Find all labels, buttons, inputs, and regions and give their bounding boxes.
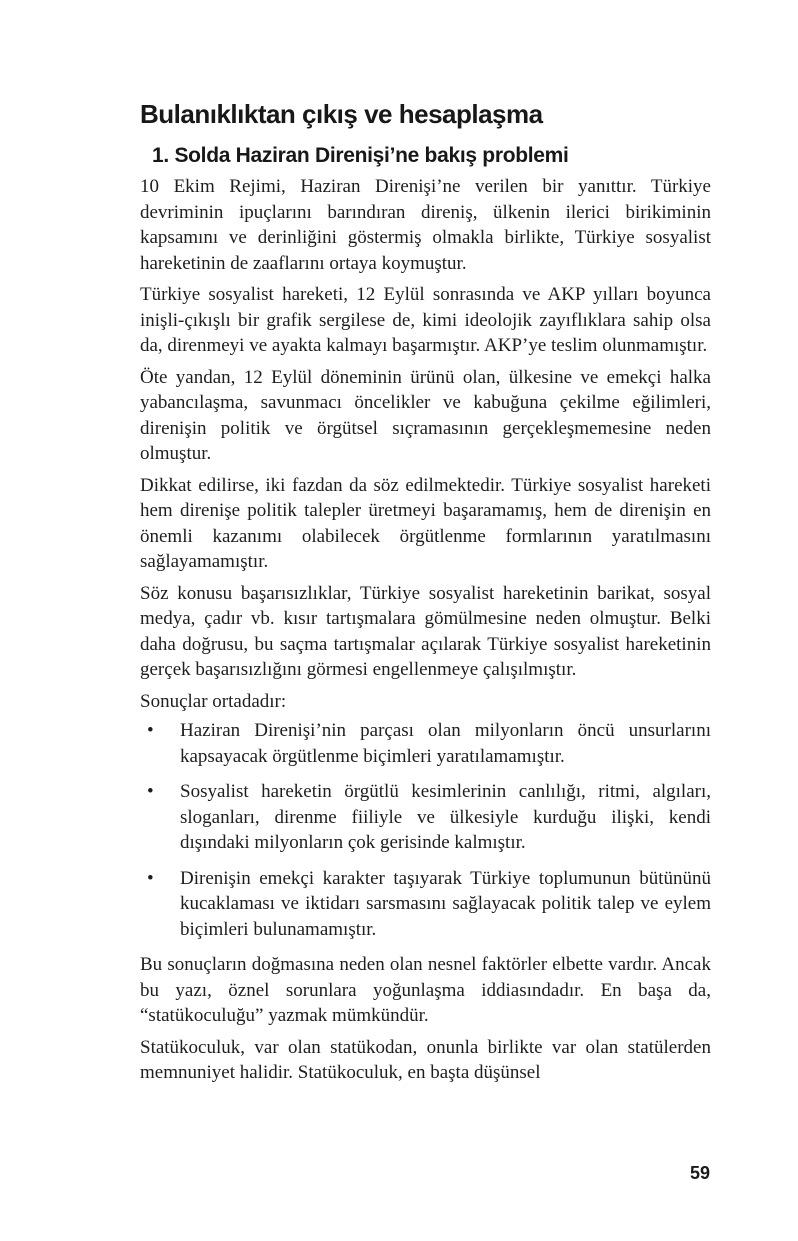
text-column [140, 99, 711, 1092]
paragraph: 10 Ekim Rejimi, Haziran Direnişi’ne verilen bir yanıttır. Türkiye devriminin ipuçlarını barındıran direniş, ülkenin ilerici birikiminin kapsamını ve derinliğini göstermiş olmakla birlikte, Türkiye sosyalist hareketinin de zaaflarını ortaya koymuştur. [140, 176, 711, 274]
list-item-text: Direnişin emekçi karakter taşıyarak Türkiye toplumunun bütününü kucaklaması ve iktidarı sarsmasını sağlayacak politik talep ve eylem biçimleri bulunamamıştır. [180, 867, 711, 940]
list-item-text: Sosyalist hareketin örgütlü kesimlerinin canlılığı, ritmi, algıları, sloganları, direnme fiiliyle ve ülkesiyle kurduğu ilişki, kendi dışındaki milyonların çok gerisinde kalmıştır. [180, 781, 711, 853]
paragraph: Dikkat edilirse, iki fazdan da söz edilmektedir. Türkiye sosyalist hareketi hem direnişe politik talepler üretmeyi başaramamış, hem de direnişin en önemli kazanımı olabilecek örgütlenme formlarının yaratılmasını sağlayamamıştır. [140, 474, 711, 572]
chapter-title: Bulanıklıktan çıkış ve hesaplaşma [140, 99, 543, 129]
section-heading: 1. Solda Haziran Direnişi’ne bakış problemi [152, 144, 569, 167]
list-item-text: Haziran Direnişi’nin parçası olan milyonların öncü unsurlarını kapsayacak örgütlenme biçimleri yaratılamamıştır. [180, 720, 711, 767]
paragraph: Bu sonuçların doğmasına neden olan nesnel faktörler elbette vardır. Ancak bu yazı, öznel sorunlara yoğunlaşma iddiasındadır. En başa da, “statükoculuğu” yazmak mümkündür. [140, 954, 711, 1026]
paragraph: Söz konusu başarısızlıklar, Türkiye sosyalist hareketinin barikat, sosyal medya, çadır vb. kısır tartışmalara gömülmesine neden olmuştur. Belki daha doğrusu, bu saçma tartışmalar açılarak Türkiye sosyalist hareketinin gerçek başarısızlığını görmesi engellenmeye çalışılmıştır. [140, 582, 711, 680]
list-item [140, 718, 711, 769]
list-intro: Sonuçlar ortadadır: [140, 690, 287, 712]
bullet-icon: • [147, 720, 154, 741]
list-item [140, 779, 711, 856]
page-number: 59 [689, 1163, 710, 1183]
bullet-icon: • [147, 867, 154, 889]
bullet-icon: • [147, 781, 154, 802]
bullet-list [140, 718, 711, 942]
paragraph: Türkiye sosyalist hareketi, 12 Eylül sonrasında ve AKP yılları boyunca inişli-çıkışlı bir grafik sergilese de, kimi ideolojik zayıflıklara sahip olsa da, direnmeyi ve ayakta kalmayı başarmıştır. AKP’ye teslim olunmamıştır. [140, 284, 711, 356]
paragraph: Öte yandan, 12 Eylül döneminin ürünü olan, ülkesine ve emekçi halka yabancılaşma, savunmacı öncelikler ve kabuğuna çekilme eğilimleri, direnişin politik ve örgütsel sıçramasının gerçekleşmemesine neden olmuştur. [140, 366, 711, 464]
paragraph: Statükoculuk, var olan statükodan, onunla birlikte var olan statülerden memnuniyet halidir. Statükoculuk, en başta düşünsel [140, 1036, 711, 1083]
list-item [140, 866, 711, 943]
